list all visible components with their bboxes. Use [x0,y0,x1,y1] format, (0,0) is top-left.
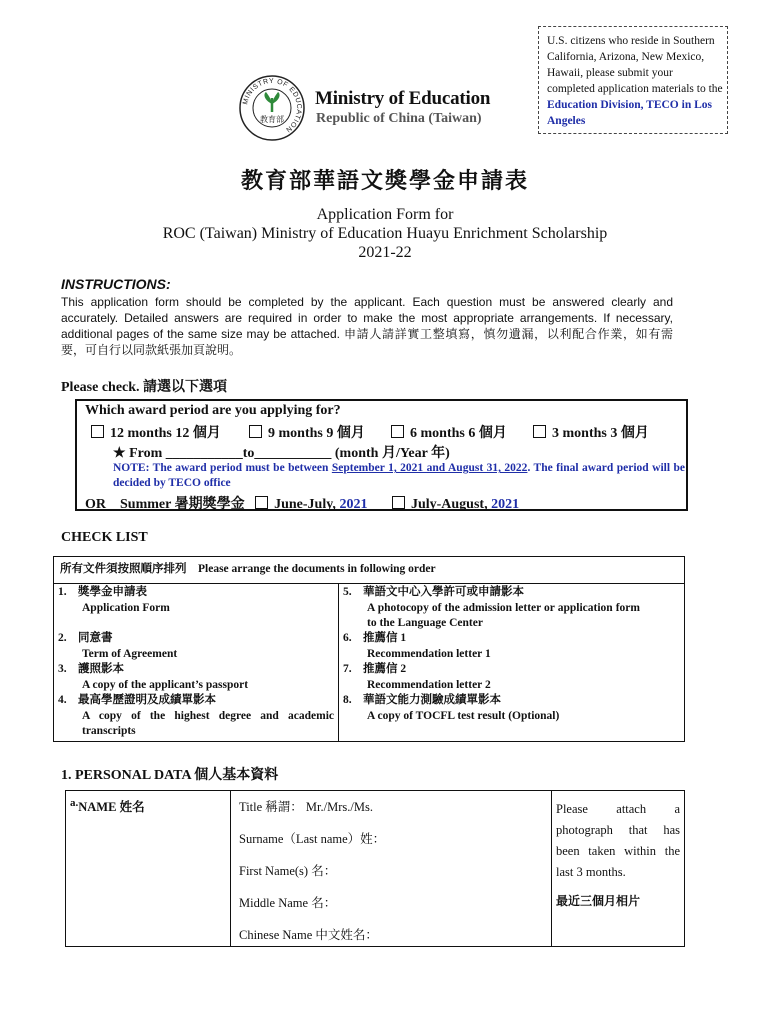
checklist-header-cell [54,557,685,584]
form-title [0,205,770,262]
notice-text: U.S. citizens who reside in Southern California, Arizona, New Mexico, Hawaii, please submit your completed application materials to the [547,35,723,95]
item-en: A copy of TOCFL test result (Optional) [367,709,560,722]
checklist-item [343,693,680,740]
logo-subtitle: Republic of China (Taiwan) [316,111,482,126]
logo-title: Ministry of Education [315,88,491,109]
award-period-box [75,399,688,511]
name-fields-cell [231,791,552,947]
instructions-text: This application form should be completed by the applicant. Each question must be answered clearly and accurately. Detailed answers are required in order to make the most appropriate arrangements. If necessary, additional pages of the same size may be attached. 申請人請詳實工整填寫，慎勿遺漏，以利配合作業，如有需要，可自行以同款紙張加頁說明。 [61,295,673,357]
checklist-item [58,662,334,693]
checklist-item [58,631,334,662]
checklist-heading: CHECK LIST [61,530,148,545]
option-6-months[interactable] [391,422,507,442]
checkbox-july-august[interactable] [392,496,405,509]
item-num: 7. [343,663,352,675]
item-en: Recommendation letter 1 [367,647,491,660]
option-3-months[interactable] [533,422,649,442]
checklist-item [58,585,334,631]
checklist-right-col [339,584,685,742]
item-num: 1. [58,586,67,598]
submission-notice-box [538,26,728,134]
summer-row [85,493,519,513]
item-cn: 最高學歷證明及成績單影本 [78,694,216,706]
item-num: 5. [343,586,352,598]
photo-instruction-cn: 最近三個月相片 [556,894,641,908]
checkbox-6-months[interactable] [391,425,404,438]
item-en: Application Form [82,601,170,614]
instructions-heading: INSTRUCTIONS: [61,276,171,292]
checkbox-june-july[interactable] [255,496,268,509]
award-question: Which award period are you applying for? [85,403,341,418]
name-label: NAME 姓名 [78,800,145,815]
award-note [113,461,685,491]
photo-box[interactable] [552,791,685,947]
item-cn: 推薦信 1 [363,632,407,644]
or-label: OR [85,497,106,512]
checklist-header-en: Please arrange the documents in following order [198,563,436,576]
item-cn: 華語文能力測驗成績單影本 [363,694,501,706]
checklist-item [58,693,334,740]
item-num: 8. [343,694,352,706]
svg-text:教育部: 教育部 [260,115,284,124]
option-12-months-label: 12 months 12 個月 [110,426,221,441]
form-title-line2: ROC (Taiwan) Ministry of Education Huayu Enrichment Scholarship [162,225,608,242]
form-title-line1: Application Form for [316,206,454,223]
option-3-months-label: 3 months 3 個月 [552,426,649,441]
note-prefix: NOTE: The award period must be between [113,462,332,474]
title-field[interactable]: Title 稱謂： Mr./Mrs./Ms. [239,800,373,814]
checklist-item [343,662,680,693]
checkbox-12-months[interactable] [91,425,104,438]
name-label-cell [66,791,231,947]
ministry-seal-logo [238,74,306,142]
june-july-year: 2021 [339,497,368,512]
from-to-line[interactable] [113,442,450,462]
item-num: 3. [58,663,67,675]
checklist-header-cn: 所有文件須按照順序排列 [60,563,187,576]
checklist-item [343,585,680,631]
from-to-text: From ___________to___________ (month 月/Year 年) [129,446,450,461]
first-name-field[interactable]: First Name(s) 名： [239,864,337,878]
surname-field[interactable]: Surname（Last name）姓： [239,832,386,846]
item-num: 2. [58,632,67,644]
item-cn: 護照影本 [78,663,124,675]
option-9-months-label: 9 months 9 個月 [268,426,365,441]
personal-data-heading: 1. PERSONAL DATA 個人基本資料 [61,768,279,783]
item-cn: 華語文中心入學許可或申請影本 [363,586,524,598]
chinese-name-field[interactable]: Chinese Name 中文姓名： [239,928,378,942]
checklist-item [343,631,680,662]
star-icon: ★ [113,446,126,461]
item-num: 4. [58,694,67,706]
checklist-table [53,556,685,742]
chinese-form-title: 教育部華語文獎學金申請表 [240,168,529,193]
checklist-body-row [54,584,685,742]
july-august-year: 2021 [491,497,520,512]
item-en: A copy of the highest degree and academic transcripts [82,709,334,737]
photo-instruction: Please attach a photograph that has been taken within the last 3 months. [556,802,680,879]
item-en: A photocopy of the admission letter or application form to the Language Center [367,601,640,629]
item-cn: 推薦信 2 [363,663,407,675]
option-9-months[interactable] [249,422,365,442]
item-num: 6. [343,632,352,644]
checkbox-9-months[interactable] [249,425,262,438]
item-cn: 同意書 [78,632,113,644]
middle-name-field[interactable]: Middle Name 名： [239,896,337,910]
notice-highlight: Education Division, TECO in Los Angeles [547,99,712,127]
item-en: Recommendation letter 2 [367,678,491,691]
summer-label: Summer 暑期獎學金 [120,497,245,512]
svg-text:MINISTRY OF EDUCATION: MINISTRY OF EDUCATION [242,77,303,134]
june-july-label: June-July, [274,497,340,512]
form-year: 2021-22 [358,244,412,261]
item-en: A copy of the applicant’s passport [82,678,249,691]
note-dates: September 1, 2021 and August 31, 2022 [331,462,528,474]
please-check-label: Please check. 請選以下選項 [61,380,228,395]
checklist-header-row [54,557,685,584]
personal-data-table [65,790,685,947]
name-label-prefix: a. [70,797,79,809]
item-en: Term of Agreement [82,647,178,660]
note-suffix: . The final award period will be decided by TECO office [113,462,686,489]
july-august-label: July-August, [410,497,492,512]
checkbox-3-months[interactable] [533,425,546,438]
item-cn: 獎學金申請表 [78,586,147,598]
option-6-months-label: 6 months 6 個月 [410,426,507,441]
checklist-left-col [54,584,339,742]
option-12-months[interactable] [91,422,221,442]
